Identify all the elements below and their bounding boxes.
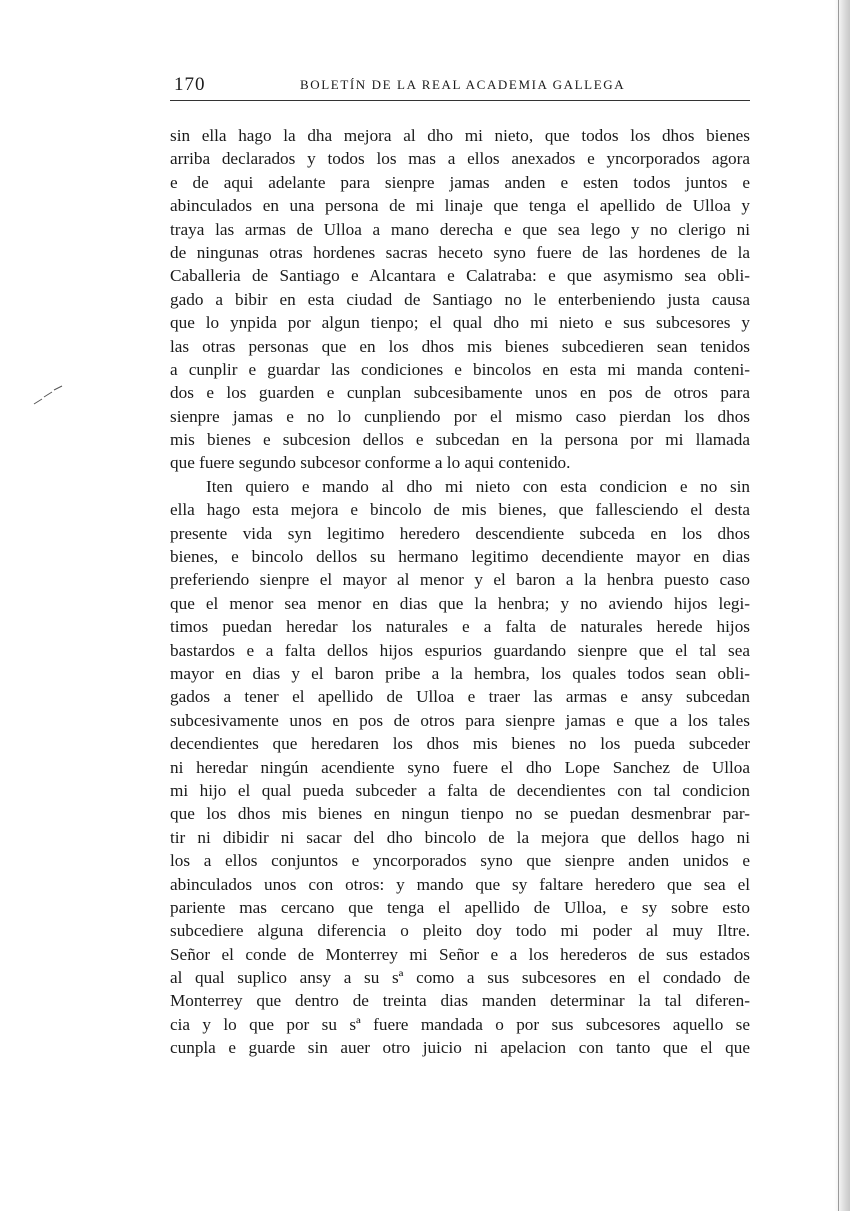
text-line: presente vida syn legitimo heredero descendiente subceda en los dhos bbox=[170, 523, 750, 543]
text-line: preferiendo sienpre el mayor al menor y el baron a la henbra puesto caso bbox=[170, 570, 750, 590]
text-line: Monterrey que dentro de treinta dias manden determinar la tal diferen- bbox=[170, 991, 750, 1011]
body-text bbox=[170, 124, 750, 1060]
text-line: decendientes que heredaren los dhos mis bienes no los pueda subceder bbox=[170, 734, 750, 754]
text-line: gados a tener el apellido de Ulloa e traer las armas e ansy subcedan bbox=[170, 687, 750, 707]
text-line: arriba declarados y todos los mas a ellos anexados e yncorporados agora bbox=[170, 149, 750, 169]
text-line: cia y lo que por su sª fuere mandada o por sus subcesores aquello se bbox=[170, 1014, 750, 1034]
text-line: dos e los guarden e cunplan subcesibamente unos en pos de otros para bbox=[170, 383, 750, 403]
page-number: 170 bbox=[174, 74, 206, 95]
text-line: e de aqui adelante para sienpre jamas anden e esten todos juntos e bbox=[170, 172, 750, 192]
text-line: que lo ynpida por algun tienpo; el qual dho mi nieto e sus subcesores y bbox=[170, 313, 750, 333]
text-line: Señor el conde de Monterrey mi Señor e a los herederos de sus estados bbox=[170, 944, 750, 964]
text-line: que el menor sea menor en dias que la henbra; y no aviendo hijos legi- bbox=[170, 593, 750, 613]
text-line: Caballeria de Santiago e Alcantara e Calatraba: e que asymismo sea obli- bbox=[170, 266, 750, 286]
text-line: al qual suplico ansy a su sª como a sus subcesores en el condado de bbox=[170, 968, 750, 988]
text-line: bienes, e bincolo dellos su hermano legitimo decendiente mayor en dias bbox=[170, 547, 750, 567]
text-line: sienpre jamas e no lo cunpliendo por el mismo caso pierdan los dhos bbox=[170, 406, 750, 426]
text-line: de ningunas otras hordenes sacras heceto syno fuere de las hordenes de la bbox=[170, 242, 750, 262]
text-line: los a ellos conjuntos e yncorporados syno que sienpre anden unidos e bbox=[170, 851, 750, 871]
text-line: gado a bibir en esta ciudad de Santiago no le enterbeniendo justa causa bbox=[170, 289, 750, 309]
text-line: bastardos e a falta dellos hijos espurios guardando sienpre que el tal sea bbox=[170, 640, 750, 660]
text-line: abinculados unos con otros: y mando que sy faltare heredero que sea el bbox=[170, 874, 750, 894]
text-line: las otras personas que en los dhos mis bienes subcedieren sean tenidos bbox=[170, 336, 750, 356]
text-line: mis bienes e subcesion dellos e subcedan en la persona por mi llamada bbox=[170, 430, 750, 450]
text-line: cunpla e guarde sin auer otro juicio ni apelacion con tanto que el que bbox=[170, 1038, 750, 1058]
text-line: subcediere alguna diferencia o pleito doy todo mi poder al muy Iltre. bbox=[170, 921, 750, 941]
paragraph-end-line: que fuere segundo subcesor conforme a lo aqui contenido. bbox=[170, 453, 571, 473]
text-line: tir ni dibidir ni sacar del dho bincolo de la mejora que dellos hago ni bbox=[170, 827, 750, 847]
text-line: pariente mas cercano que tenga el apellido de Ulloa, e sy sobre esto bbox=[170, 897, 750, 917]
page-header bbox=[170, 74, 750, 101]
running-head: BOLETÍN DE LA REAL ACADEMIA GALLEGA bbox=[300, 77, 626, 92]
text-line: que los dhos mis bienes en ningun tienpo no se puedan desmenbrar par- bbox=[170, 804, 750, 824]
text-line: subcesivamente unos en pos de otros para sienpre jamas e que a los tales bbox=[170, 710, 750, 730]
text-line: mayor en dias y el baron pribe a la hembra, los quales todos sean obli- bbox=[170, 663, 750, 683]
margin-pencil-mark bbox=[32, 384, 66, 406]
text-line: sin ella hago la dha mejora al dho mi nieto, que todos los dhos bienes bbox=[170, 126, 750, 145]
text-line: mi hijo el qual pueda subceder a falta de decendientes con tal condicion bbox=[170, 780, 750, 800]
page-edge-shadow bbox=[834, 0, 850, 1211]
text-line: a cunplir e guardar las condiciones e bincolos en esta mi manda conteni- bbox=[170, 359, 750, 379]
page-edge-line bbox=[838, 0, 839, 1211]
text-line: traya las armas de Ulloa a mano derecha e que sea lego y no clerigo ni bbox=[170, 219, 750, 239]
text-line: ni heredar ningún acendiente syno fuere el dho Lope Sanchez de Ulloa bbox=[170, 757, 750, 777]
paragraph-start-line: Iten quiero e mando al dho mi nieto con esta condicion e no sin bbox=[206, 476, 750, 496]
text-line: abinculados en una persona de mi linaje que tenga el apellido de Ulloa y bbox=[170, 196, 750, 216]
text-line: timos puedan heredar los naturales e a falta de naturales herede hijos bbox=[170, 617, 750, 637]
text-line: ella hago esta mejora e bincolo de mis bienes, que fallesciendo el desta bbox=[170, 500, 750, 520]
